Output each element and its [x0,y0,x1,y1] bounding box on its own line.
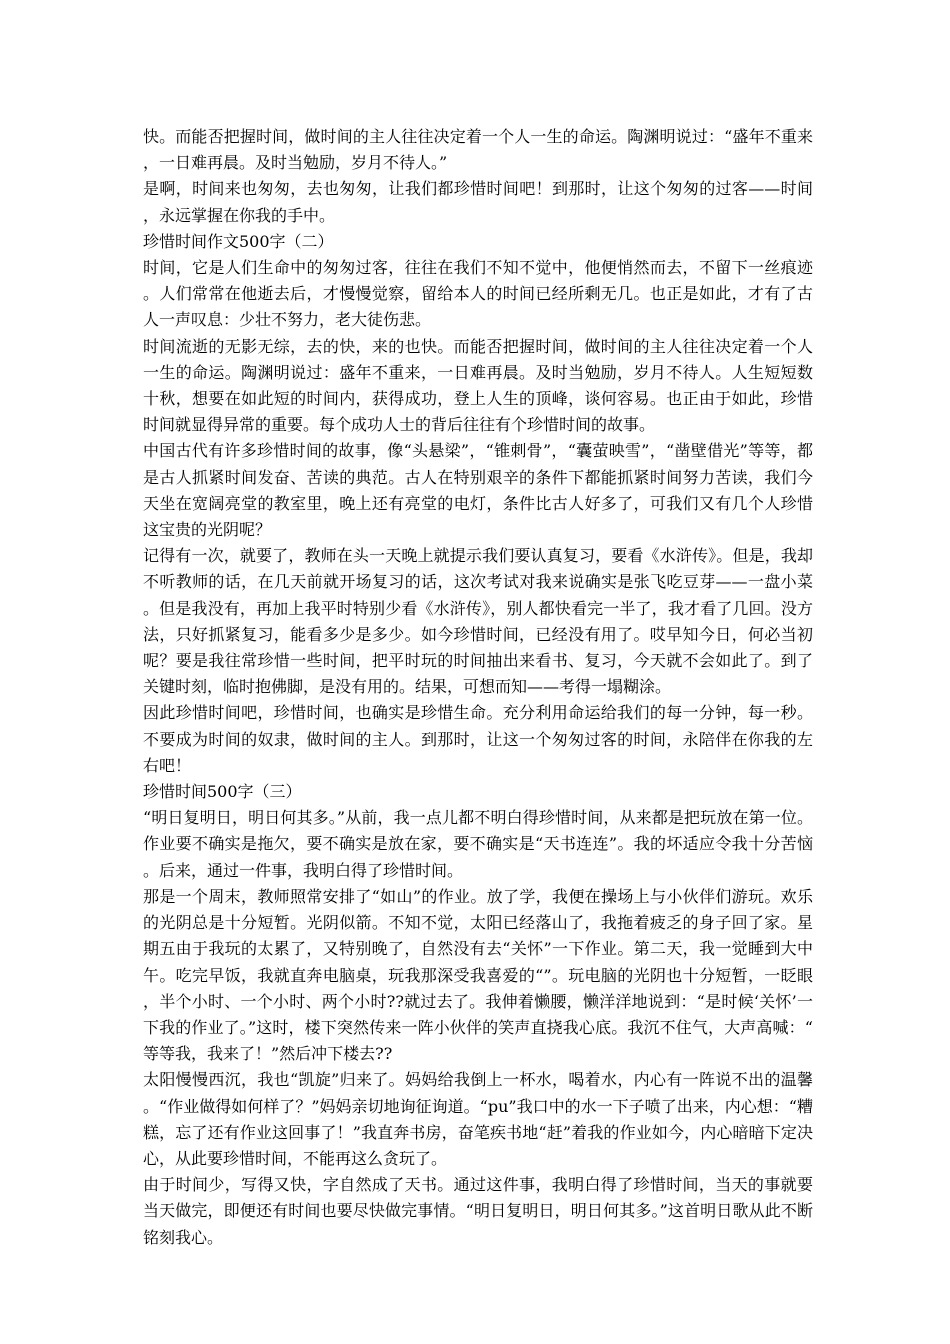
paragraph: 时间流逝的无影无综，去的快，来的也快。而能否把握时间，做时间的主人往往决定着一个人一生的命运。陶渊明说过：盛年不重来，一日难再晨。及时当勉励，岁月不待人。人生短短数十秋，想要在如此短的时间内，获得成功，登上人生的顶峰，谈何容易。也正由于如此，珍惜时间就显得异常的重要。每个成功人士的背后往往有个珍惜时间的故事。 [143,336,813,435]
document-body [143,124,813,1251]
paragraph: “明日复明日，明日何其多。”从前，我一点儿都不明白得珍惜时间，从来都是把玩放在第一位。作业要不确实是拖欠，要不确实是放在家，要不确实是“天书连连”。我的坏适应令我十分苦恼。后来，通过一件事，我明白得了珍惜时间。 [143,808,813,880]
section-heading-3: 珍惜时间500字（三） [143,782,302,802]
paragraph: 中国古代有许多珍惜时间的故事，像“头悬梁”，“锥刺骨”，“囊萤映雪”，“凿壁借光”等等，都是古人抓紧时间发奋、苦读的典范。古人在特别艰辛的条件下都能抓紧时间努力苦读，我们今天坐在宽阔亮堂的教室里，晚上还有亮堂的电灯，条件比古人好多了，可我们又有几个人珍惜这宝贵的光阴呢？ [143,441,813,540]
paragraph: 太阳慢慢西沉，我也“凯旋”归来了。妈妈给我倒上一杯水，喝着水，内心有一阵说不出的温馨。“作业做得如何样了？”妈妈亲切地询征询道。“pu”我口中的水一下子喷了出来，内心想：“糟糕，忘了还有作业这回事了！”我直奔书房，奋笔疾书地“赶”着我的作业如今，内心暗暗下定决心，从此要珍惜时间，不能再这么贪玩了。 [143,1070,813,1168]
section-heading-2: 珍惜时间作文500字（二） [143,231,334,251]
paragraph: 时间，它是人们生命中的匆匆过客，往往在我们不知不觉中，他便悄然而去，不留下一丝痕迹。人们常常在他逝去后，才慢慢觉察，留给本人的时间已经所剩无几。也正是如此，才有了古人一声叹息：少壮不努力，老大徒伤悲。 [143,258,813,330]
paragraph: 是啊，时间来也匆匆，去也匆匆，让我们都珍惜时间吧！到那时，让这个匆匆的过客——时间，永远掌握在你我的手中。 [143,179,813,225]
paragraph: 快。而能否把握时间，做时间的主人往往决定着一个人一生的命运。陶渊明说过：“盛年不重来，一日难再晨。及时当勉励，岁月不待人。” [143,127,813,173]
paragraph: 记得有一次，就要了，教师在头一天晚上就提示我们要认真复习，要看《水浒传》。但是，我却不听教师的话，在几天前就开场复习的话，这次考试对我来说确实是张飞吃豆芽——一盘小菜。但是我没有，再加上我平时特别少看《水浒传》，别人都快看完一半了，我才看了几回。没方法，只好抓紧复习，能看多少是多少。如今珍惜时间，已经没有用了。哎早知今日，何必当初呢？要是我往常珍惜一些时间，把平时玩的时间抽出来看书、复习，今天就不会如此了。到了关键时刻，临时抱佛脚，是没有用的。结果，可想而知——考得一塌糊涂。 [143,546,813,697]
paragraph: 由于时间少，写得又快，字自然成了天书。通过这件事，我明白得了珍惜时间，当天的事就要当天做完，即便还有时间也要尽快做完事情。“明日复明日，明日何其多。”这首明日歌从此不断铭刻我心。 [143,1175,813,1247]
paragraph: 那是一个周末，教师照常安排了“如山”的作业。放了学，我便在操场上与小伙伴们游玩。欢乐的光阴总是十分短暂。光阴似箭。不知不觉，太阳已经落山了，我拖着疲乏的身子回了家。星期五由于我玩的太累了，又特别晚了，自然没有去“关怀”一下作业。第二天，我一觉睡到大中午。吃完早饭，我就直奔电脑桌，玩我那深受我喜爱的“”。玩电脑的光阴也十分短暂，一眨眼，半个小时、一个小时、两个小时??就过去了。我伸着懒腰，懒洋洋地说到：“是时候‘关怀’一下我的作业了。”这时，楼下突然传来一阵小伙伴的笑声直挠我心底。我沉不住气，大声高喊：“等等我，我来了！”然后冲下楼去?? [143,886,813,1064]
paragraph: 因此珍惜时间吧，珍惜时间，也确实是珍惜生命。充分利用命运给我们的每一分钟，每一秒。不要成为时间的奴隶，做时间的主人。到那时，让这一个匆匆过客的时间，永陪伴在你我的左右吧！ [143,703,813,775]
